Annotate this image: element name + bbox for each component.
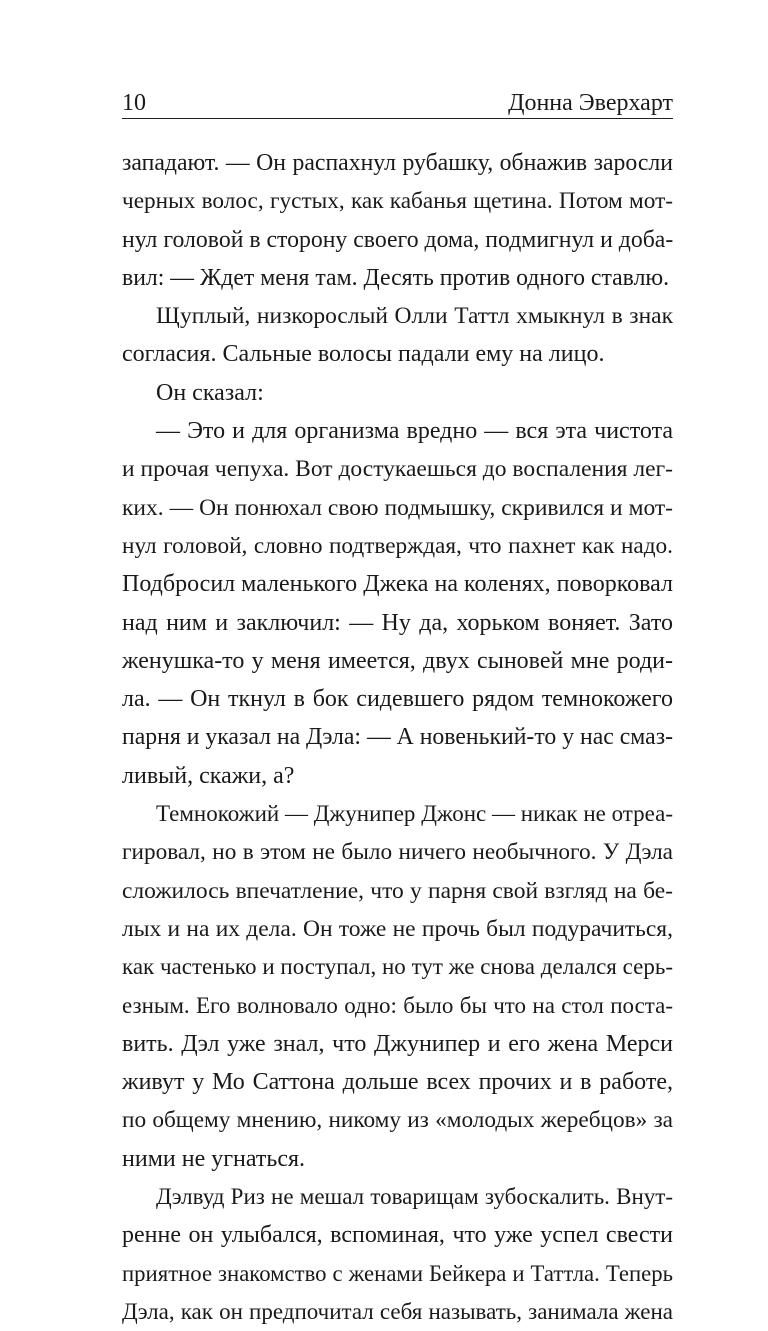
text-line: ренне он улыбался, вспоминая, что уже успел свести [122,1222,673,1249]
text-line: вил: — Ждет меня там. Десять против одного ставлю. [122,264,670,291]
paragraph [122,144,673,297]
text-line: Подбросил маленького Джека на коленях, поворковал [122,571,673,598]
paragraph [122,412,673,795]
paragraph [122,795,673,1178]
text-line: и прочая чепуха. Вот достукаешься до воспаления лег- [122,456,673,483]
text-line: лых и на их дела. Он тоже не прочь был подурачиться, [122,915,673,942]
text-line: приятное знакомство с женами Бейкера и Таттла. Теперь [122,1260,673,1286]
text-line: по общему мнению, никому из «молодых жеребцов» за [122,1107,673,1134]
text-line: ливый, скажи, а? [122,762,295,789]
text-line: Дэлвуд Риз не мешал товарищам зубоскалить. Внут- [156,1184,673,1210]
running-head-author: Донна Эверхарт [508,90,673,116]
text-line: женушка-то у меня имеется, двух сыновей мне роди- [122,647,673,674]
text-line: над ним и заключил: — Ну да, хорьком воняет. Зато [122,609,673,636]
paragraph [122,1178,673,1331]
text-line: парня и указал на Дэла: — А новенький-то у нас смаз- [122,724,673,751]
text-line: как частенько и поступал, но тут же снова делался серь- [122,954,673,980]
body-text [122,144,673,1331]
text-line: вить. Дэл уже знал, что Джунипер и его жена Мерси [122,1030,673,1057]
text-line: ними не угнаться. [122,1145,306,1172]
text-line: согласия. Сальные волосы падали ему на лицо. [122,341,605,368]
paragraph [122,297,673,374]
text-line: ких. — Он понюхал свою подмышку, скривился и мот- [122,494,673,521]
text-line: езным. Его волновало одно: было бы что на стол поста- [122,992,673,1018]
text-line: нул головой, словно подтверждая, что пахнет как надо. [122,532,673,559]
running-head [122,88,673,119]
text-line: гировал, но в этом не было ничего необычного. У Дэла [122,839,673,866]
page-number: 10 [122,90,146,116]
text-line: черных волос, густых, как кабанья щетина. Потом мот- [122,188,673,215]
text-line: Дэла, как он предпочитал себя называть, занимала жена [122,1298,673,1324]
text-line: западают. — Он распахнул рубашку, обнажив заросли [122,150,673,176]
text-line: сложилось впечатление, что у парня свой взгляд на бе- [122,877,673,904]
text-line: нул головой в сторону своего дома, подмигнул и доба- [122,226,674,253]
paragraph [122,374,673,412]
text-line: ла. — Он ткнул в бок сидевшего рядом темнокожего [122,686,673,713]
text-line: Темнокожий — Джунипер Джонс — никак не отреа- [156,801,673,827]
text-line: живут у Мо Саттона дольше всех прочих и в работе, [122,1069,673,1096]
text-line: Он сказал: [156,379,264,406]
text-line: — Это и для организма вредно — вся эта чистота [156,418,673,445]
text-line: Щуплый, низкорослый Олли Таттл хмыкнул в знак [156,303,673,330]
